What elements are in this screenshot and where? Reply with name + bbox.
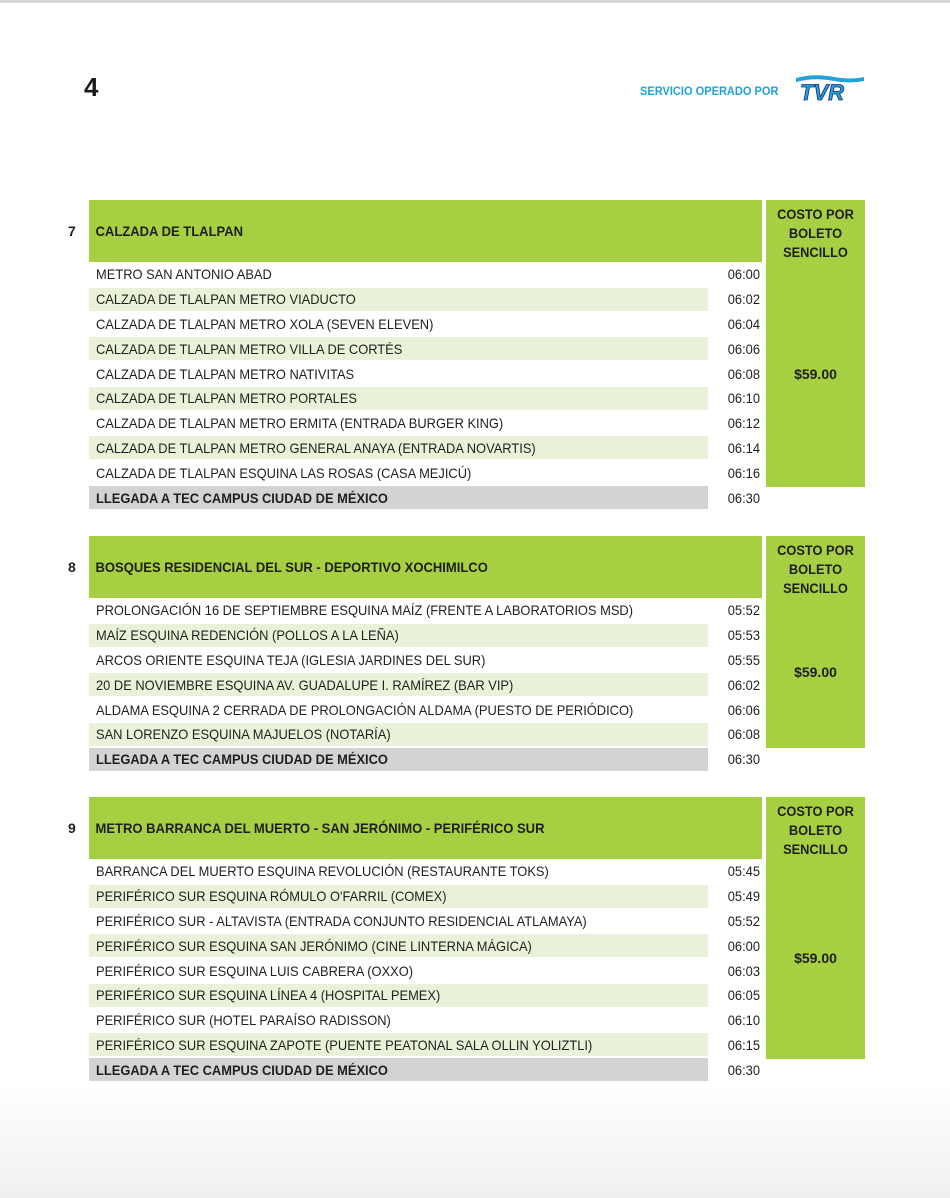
stop-name: CALZADA DE TLALPAN ESQUINA LAS ROSAS (CASA MEJICÚ) — [96, 464, 472, 481]
cost-box — [766, 200, 865, 487]
page-number: 4 — [84, 72, 99, 102]
cost-label-line: BOLETO — [788, 823, 843, 838]
stop-time: 06:00 — [727, 266, 760, 283]
route-header — [89, 797, 762, 859]
cost-label — [768, 797, 862, 859]
stop-name: CALZADA DE TLALPAN METRO VILLA DE CORTÉS — [89, 337, 708, 360]
stop-time: 06:06 — [727, 340, 760, 357]
stop-row — [89, 648, 765, 673]
stop-name: CALZADA DE TLALPAN METRO PORTALES — [89, 387, 708, 410]
stop-time: 05:45 — [727, 863, 760, 880]
arrival-time: 06:30 — [727, 489, 760, 506]
stop-name: CALZADA DE TLALPAN METRO NATIVITAS — [96, 365, 355, 382]
stop-name: CALZADA DE TLALPAN METRO XOLA (SEVEN ELEVEN) — [96, 315, 434, 332]
stop-row — [89, 933, 765, 958]
arrival-row — [89, 1057, 765, 1082]
stop-row — [89, 884, 765, 909]
stop-row — [89, 623, 765, 648]
stop-row — [89, 859, 765, 884]
stops-list — [89, 262, 765, 510]
stop-row — [89, 1033, 765, 1058]
cost-box — [766, 797, 865, 1059]
route-number: 8 — [68, 559, 76, 575]
arrival-row — [89, 747, 765, 772]
arrival-name: LLEGADA A TEC CAMPUS CIUDAD DE MÉXICO — [89, 748, 708, 771]
stop-name: PERIFÉRICO SUR (HOTEL PARAÍSO RADISSON) — [96, 1012, 391, 1029]
stop-name: PERIFÉRICO SUR ESQUINA ZAPOTE (PUENTE PEATONAL SALA OLLIN YOLIZTLI) — [89, 1033, 708, 1056]
stop-name: ARCOS ORIENTE ESQUINA TEJA (IGLESIA JARDINES DEL SUR) — [96, 651, 486, 668]
stop-row — [89, 386, 765, 411]
stop-time: 05:52 — [727, 602, 760, 619]
stop-name: PERIFÉRICO SUR ESQUINA LUIS CABRERA (OXXO) — [96, 962, 414, 979]
cost-label-line: SENCILLO — [783, 245, 848, 260]
stop-row — [89, 1008, 765, 1033]
route-number: 7 — [68, 223, 76, 239]
cost-value: $59.00 — [794, 950, 837, 966]
stop-time: 06:15 — [727, 1036, 760, 1053]
stop-row — [89, 672, 765, 697]
stop-time: 06:16 — [727, 464, 760, 481]
stop-name: CALZADA DE TLALPAN METRO GENERAL ANAYA (ENTRADA NOVARTIS) — [89, 436, 708, 459]
arrival-row — [89, 485, 765, 510]
arrival-name: LLEGADA A TEC CAMPUS CIUDAD DE MÉXICO — [89, 486, 708, 509]
stop-row — [89, 411, 765, 436]
stop-name: BARRANCA DEL MUERTO ESQUINA REVOLUCIÓN (RESTAURANTE TOKS) — [96, 863, 549, 880]
route-title: BOSQUES RESIDENCIAL DEL SUR - DEPORTIVO XOCHIMILCO — [95, 559, 488, 575]
stop-row — [89, 722, 765, 747]
stop-time: 06:10 — [727, 1012, 760, 1029]
page-bottom-shade — [0, 1088, 950, 1198]
stop-row — [89, 287, 765, 312]
stop-row — [89, 697, 765, 722]
stop-row — [89, 598, 765, 623]
stop-time: 05:49 — [727, 888, 760, 905]
stop-time: 05:52 — [727, 912, 760, 929]
stop-time: 06:08 — [727, 726, 760, 743]
cost-label-line: BOLETO — [788, 226, 843, 241]
stops-list — [89, 598, 765, 772]
operator-brand — [640, 72, 844, 102]
route-number: 9 — [68, 820, 76, 836]
stop-name: SAN LORENZO ESQUINA MAJUELOS (NOTARÍA) — [89, 723, 708, 746]
stop-time: 06:04 — [727, 315, 760, 332]
stop-name: CALZADA DE TLALPAN METRO ERMITA (ENTRADA BURGER KING) — [96, 415, 504, 432]
route-header — [89, 536, 762, 598]
stop-name: MAÍZ ESQUINA REDENCIÓN (POLLOS A LA LEÑA) — [89, 624, 708, 647]
stop-time: 06:00 — [727, 937, 760, 954]
stop-name: ALDAMA ESQUINA 2 CERRADA DE PROLONGACIÓN ALDAMA (PUESTO DE PERIÓDICO) — [96, 701, 634, 718]
stop-row — [89, 262, 765, 287]
route-title: CALZADA DE TLALPAN — [95, 223, 244, 239]
tvr-logo-icon — [794, 74, 866, 102]
stop-name: PERIFÉRICO SUR ESQUINA SAN JERÓNIMO (CINE LINTERNA MÁGICA) — [89, 934, 708, 957]
stop-name: PERIFÉRICO SUR ESQUINA RÓMULO O'FARRIL (COMEX) — [89, 885, 708, 908]
stop-row — [89, 983, 765, 1008]
stop-time: 06:06 — [727, 701, 760, 718]
stop-name: CALZADA DE TLALPAN METRO VIADUCTO — [89, 288, 708, 311]
stop-row — [89, 336, 765, 361]
cost-label — [768, 200, 862, 262]
stop-name: METRO SAN ANTONIO ABAD — [96, 266, 272, 283]
cost-label — [768, 536, 862, 598]
stop-time: 05:55 — [727, 651, 760, 668]
stop-time: 06:03 — [727, 962, 760, 979]
stop-row — [89, 909, 765, 934]
stop-time: 06:02 — [727, 676, 760, 693]
stop-time: 06:10 — [727, 390, 760, 407]
stop-time: 06:02 — [727, 291, 760, 308]
stop-time: 06:08 — [727, 365, 760, 382]
arrival-time: 06:30 — [727, 751, 760, 768]
arrival-name: LLEGADA A TEC CAMPUS CIUDAD DE MÉXICO — [89, 1058, 708, 1081]
stop-name: PERIFÉRICO SUR ESQUINA LÍNEA 4 (HOSPITAL PEMEX) — [89, 984, 708, 1007]
arrival-time: 06:30 — [727, 1061, 760, 1078]
stop-time: 06:05 — [727, 987, 760, 1004]
stop-row — [89, 436, 765, 461]
cost-label-line: SENCILLO — [783, 581, 848, 596]
cost-label-line: COSTO POR — [777, 804, 854, 819]
stop-time: 06:14 — [727, 439, 760, 456]
stop-name: 20 DE NOVIEMBRE ESQUINA AV. GUADALUPE I. RAMÍREZ (BAR VIP) — [89, 673, 708, 696]
route-title: METRO BARRANCA DEL MUERTO - SAN JERÓNIMO - PERIFÉRICO SUR — [95, 820, 545, 836]
cost-label-line: BOLETO — [788, 562, 843, 577]
top-rule — [0, 0, 950, 3]
cost-label-line: SENCILLO — [783, 842, 848, 857]
tvr-logo-text: TVR — [800, 80, 844, 102]
stop-time: 05:53 — [727, 627, 760, 644]
stop-name: PERIFÉRICO SUR - ALTAVISTA (ENTRADA CONJUNTO RESIDENCIAL ATLAMAYA) — [96, 912, 587, 929]
cost-label-line: COSTO POR — [777, 207, 854, 222]
stop-row — [89, 312, 765, 337]
cost-value: $59.00 — [794, 664, 837, 680]
stop-row — [89, 958, 765, 983]
stops-list — [89, 859, 765, 1082]
cost-box — [766, 536, 865, 748]
stop-row — [89, 460, 765, 485]
cost-label-line: COSTO POR — [777, 543, 854, 558]
operator-text: SERVICIO OPERADO POR — [640, 84, 779, 98]
cost-value: $59.00 — [794, 366, 837, 382]
stop-name: PROLONGACIÓN 16 DE SEPTIEMBRE ESQUINA MAÍZ (FRENTE A LABORATORIOS MSD) — [96, 602, 634, 619]
stop-row — [89, 361, 765, 386]
route-header — [89, 200, 762, 262]
stop-time: 06:12 — [727, 415, 760, 432]
